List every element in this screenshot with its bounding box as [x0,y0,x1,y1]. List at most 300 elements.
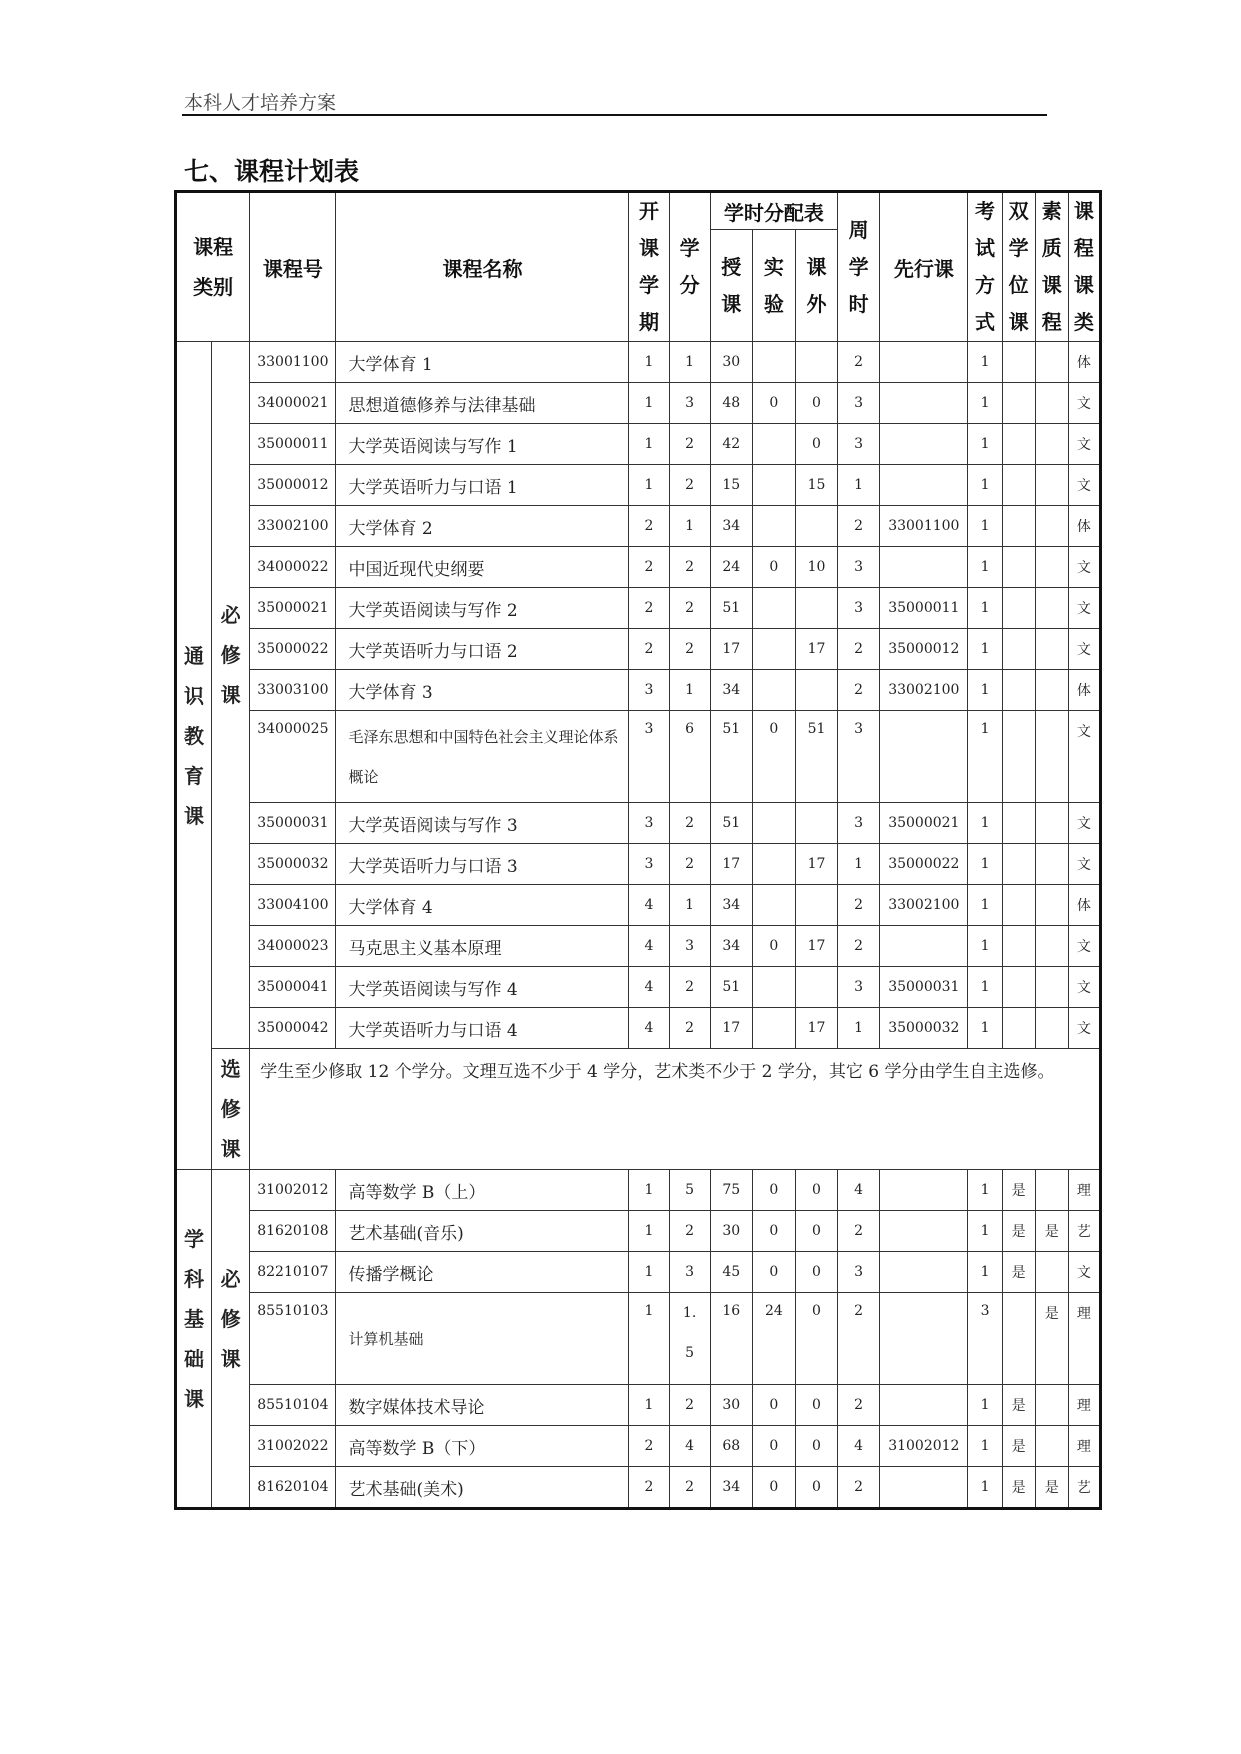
cell-quality [1035,967,1068,1008]
cell-weekly: 2 [838,926,880,967]
cell-code: 81620108 [250,1211,336,1252]
cell-quality [1035,588,1068,629]
cell-lecture: 51 [710,967,752,1008]
cell-lab: 0 [752,1385,795,1426]
cell-weekly: 2 [838,629,880,670]
cell-lab [752,967,795,1008]
cell-code: 34000023 [250,926,336,967]
cell-lecture: 24 [710,547,752,588]
col-header-lecture [710,230,752,342]
cell-lab: 0 [752,711,795,803]
header-row-1 [176,192,1101,230]
cell-prereq [880,547,968,588]
cell-lecture: 30 [710,1211,752,1252]
cell-weekly: 3 [838,711,880,803]
cell-credit: 2 [669,967,710,1008]
cell-sem: 4 [629,967,669,1008]
cell-dual [1002,465,1035,506]
table-row [176,1426,1101,1467]
cell-credit: 2 [669,1211,710,1252]
cell-name: 大学英语阅读与写作 2 [336,588,629,629]
cell-credit: 2 [669,424,710,465]
cell-type: 体 [1068,342,1100,383]
cell-weekly: 3 [838,1252,880,1293]
col-header-lab [752,230,795,342]
cell-lecture: 17 [710,1008,752,1049]
group-label-label: 选修课 [220,1057,241,1161]
cell-quality [1035,1385,1068,1426]
cell-lab [752,424,795,465]
cell-name: 大学英语阅读与写作 4 [336,967,629,1008]
cell-name: 数字媒体技术导论 [336,1385,629,1426]
cell-lecture: 68 [710,1426,752,1467]
table-row [176,506,1101,547]
running-header: 本科人才培养方案 [184,92,337,114]
cell-extra: 0 [795,1252,837,1293]
cell-type: 文 [1068,1252,1100,1293]
cell-sem: 4 [629,926,669,967]
cell-name: 艺术基础(美术) [336,1467,629,1509]
cell-prereq: 35000022 [880,844,968,885]
cell-extra: 15 [795,465,837,506]
cell-name: 毛泽东思想和中国特色社会主义理论体系概论 [336,711,629,803]
cell-credit: 1 [669,670,710,711]
col-header-hours-group: 学时分配表 [710,192,837,230]
cell-credit: 2 [669,465,710,506]
cell-code: 35000031 [250,803,336,844]
cell-credit: 3 [669,383,710,424]
cell-prereq: 33002100 [880,670,968,711]
cell-exam: 1 [968,506,1002,547]
cell-quality [1035,670,1068,711]
cell-weekly: 2 [838,670,880,711]
cell-lab: 0 [752,1170,795,1211]
cell-quality [1035,803,1068,844]
cell-lab [752,588,795,629]
table-row [176,1252,1101,1293]
cell-extra: 0 [795,1293,837,1385]
cell-lab: 0 [752,383,795,424]
cell-exam: 1 [968,670,1002,711]
cell-type: 文 [1068,926,1100,967]
cell-name: 大学体育 1 [336,342,629,383]
cell-exam: 1 [968,1170,1002,1211]
cell-extra: 0 [795,1467,837,1509]
cell-name: 思想道德修养与法律基础 [336,383,629,424]
cell-name: 大学体育 2 [336,506,629,547]
cell-name: 高等数学 B（上） [336,1170,629,1211]
cell-extra: 17 [795,629,837,670]
cell-sem: 1 [629,1385,669,1426]
cell-dual [1002,711,1035,803]
cell-lecture: 34 [710,885,752,926]
cell-credit: 1.5 [669,1293,710,1385]
cell-prereq [880,342,968,383]
cell-prereq [880,465,968,506]
cell-credit: 1 [669,342,710,383]
col-header-dual [1002,192,1035,342]
cell-sem: 1 [629,1293,669,1385]
cell-sem: 1 [629,1211,669,1252]
table-row [176,1385,1101,1426]
cell-quality [1035,926,1068,967]
cell-quality [1035,711,1068,803]
cell-code: 35000032 [250,844,336,885]
cell-weekly: 2 [838,1293,880,1385]
cell-credit: 2 [669,547,710,588]
cell-lab [752,844,795,885]
cell-exam: 1 [968,1008,1002,1049]
cell-lab: 0 [752,926,795,967]
col-header-name: 课程名称 [336,192,629,342]
cell-name: 高等数学 B（下） [336,1426,629,1467]
cell-type: 文 [1068,711,1100,803]
cell-prereq [880,424,968,465]
cell-type: 文 [1068,844,1100,885]
cell-dual [1002,588,1035,629]
col-header-exam-text: 考试方式 [975,199,996,334]
col-header-credits [669,192,710,342]
cell-prereq [880,383,968,424]
cell-lecture: 15 [710,465,752,506]
cell-code: 35000012 [250,465,336,506]
cell-lecture: 30 [710,1385,752,1426]
cell-exam: 1 [968,465,1002,506]
cell-extra [795,342,837,383]
cell-name: 中国近现代史纲要 [336,547,629,588]
cell-exam: 1 [968,844,1002,885]
col-header-type [1068,192,1100,342]
cell-sem: 3 [629,670,669,711]
cell-weekly: 2 [838,506,880,547]
cell-weekly: 2 [838,1467,880,1509]
cell-extra [795,803,837,844]
section-label [176,1170,212,1509]
cell-lab: 24 [752,1293,795,1385]
cell-lab [752,629,795,670]
table-row [176,803,1101,844]
cell-weekly: 3 [838,588,880,629]
cell-weekly: 3 [838,383,880,424]
cell-code: 82210107 [250,1252,336,1293]
cell-prereq [880,1252,968,1293]
cell-dual: 是 [1002,1426,1035,1467]
cell-extra: 0 [795,383,837,424]
cell-lecture: 34 [710,926,752,967]
col-header-prereq: 先行课 [880,192,968,342]
cell-lab [752,506,795,547]
cell-credit: 1 [669,885,710,926]
cell-lecture: 42 [710,424,752,465]
cell-type: 文 [1068,547,1100,588]
cell-prereq [880,1467,968,1509]
cell-exam: 1 [968,547,1002,588]
cell-prereq: 35000011 [880,588,968,629]
cell-sem: 4 [629,1008,669,1049]
cell-name: 大学英语听力与口语 3 [336,844,629,885]
cell-dual: 是 [1002,1211,1035,1252]
table-row [176,967,1101,1008]
cell-credit: 3 [669,1252,710,1293]
col-header-weekly [838,192,880,342]
cell-prereq [880,1170,968,1211]
cell-credit: 2 [669,844,710,885]
cell-code: 35000021 [250,588,336,629]
cell-lecture: 51 [710,588,752,629]
cell-quality [1035,424,1068,465]
cell-prereq: 33002100 [880,885,968,926]
cell-code: 33001100 [250,342,336,383]
cell-quality: 是 [1035,1467,1068,1509]
cell-name: 大学英语阅读与写作 1 [336,424,629,465]
cell-credit: 6 [669,711,710,803]
cell-lab: 0 [752,1426,795,1467]
section-label-label: 通识教育课 [184,643,205,828]
cell-name: 计算机基础 [336,1293,629,1385]
cell-sem: 3 [629,803,669,844]
group-label-label: 必修课 [220,603,241,707]
cell-credit: 1 [669,506,710,547]
cell-name: 大学英语听力与口语 2 [336,629,629,670]
cell-exam: 1 [968,803,1002,844]
cell-lecture: 34 [710,1467,752,1509]
cell-exam: 1 [968,629,1002,670]
cell-weekly: 3 [838,547,880,588]
cell-exam: 1 [968,383,1002,424]
cell-lab [752,885,795,926]
col-header-semester-text: 开课学期 [638,199,659,334]
cell-code: 34000022 [250,547,336,588]
elective-row [176,1049,1101,1170]
col-header-type-text: 课程课类 [1073,199,1094,334]
table-row [176,844,1101,885]
cell-prereq [880,711,968,803]
cell-type: 文 [1068,967,1100,1008]
cell-sem: 1 [629,342,669,383]
cell-extra: 0 [795,424,837,465]
cell-dual: 是 [1002,1252,1035,1293]
table-row [176,342,1101,383]
cell-name: 大学英语听力与口语 1 [336,465,629,506]
cell-credit: 3 [669,926,710,967]
cell-quality [1035,342,1068,383]
cell-extra: 0 [795,1426,837,1467]
cell-lecture: 45 [710,1252,752,1293]
cell-extra [795,506,837,547]
table-row [176,885,1101,926]
table-row [176,926,1101,967]
cell-prereq [880,1211,968,1252]
col-header-extra-text: 课外 [806,254,827,316]
cell-quality [1035,1170,1068,1211]
section-title: 七、课程计划表 [184,157,360,186]
cell-type: 艺 [1068,1467,1100,1509]
cell-prereq [880,1293,968,1385]
cell-sem: 1 [629,383,669,424]
cell-sem: 3 [629,711,669,803]
cell-exam: 1 [968,424,1002,465]
cell-code: 35000041 [250,967,336,1008]
cell-type: 文 [1068,803,1100,844]
cell-dual: 是 [1002,1385,1035,1426]
cell-credit: 2 [669,1385,710,1426]
cell-credit: 2 [669,1008,710,1049]
cell-credit: 2 [669,588,710,629]
cell-name: 传播学概论 [336,1252,629,1293]
cell-code: 35000022 [250,629,336,670]
group-label [212,1170,250,1509]
cell-type: 艺 [1068,1211,1100,1252]
cell-extra: 17 [795,926,837,967]
cell-weekly: 3 [838,967,880,1008]
cell-quality [1035,383,1068,424]
col-header-lecture-text: 授课 [721,254,742,316]
table-row [176,1170,1101,1211]
cell-lecture: 17 [710,844,752,885]
cell-code: 35000011 [250,424,336,465]
cell-lab [752,803,795,844]
cell-credit: 2 [669,629,710,670]
cell-type: 文 [1068,1008,1100,1049]
table-row [176,711,1101,803]
cell-dual [1002,926,1035,967]
cell-quality [1035,1426,1068,1467]
col-header-weekly-text: 周学时 [848,217,869,316]
cell-exam: 1 [968,1211,1002,1252]
cell-lecture: 34 [710,670,752,711]
cell-code: 31002012 [250,1170,336,1211]
table-row [176,383,1101,424]
section-label-label: 学科基础课 [184,1226,205,1411]
table-row [176,1467,1101,1509]
cell-code: 85510103 [250,1293,336,1385]
table-row [176,1211,1101,1252]
cell-weekly: 3 [838,424,880,465]
cell-sem: 1 [629,1170,669,1211]
cell-name: 马克思主义基本原理 [336,926,629,967]
cell-name: 大学英语听力与口语 4 [336,1008,629,1049]
cell-dual [1002,1293,1035,1385]
cell-extra [795,885,837,926]
cell-sem: 4 [629,885,669,926]
cell-lab: 0 [752,1211,795,1252]
col-header-quality-text: 素质课程 [1041,199,1062,334]
cell-name: 大学体育 4 [336,885,629,926]
cell-weekly: 2 [838,1211,880,1252]
cell-type: 理 [1068,1293,1100,1385]
cell-type: 文 [1068,465,1100,506]
cell-dual [1002,342,1035,383]
cell-lecture: 48 [710,383,752,424]
cell-dual: 是 [1002,1467,1035,1509]
cell-type: 体 [1068,670,1100,711]
cell-extra [795,670,837,711]
cell-weekly: 4 [838,1426,880,1467]
cell-lab: 0 [752,1252,795,1293]
cell-lecture: 16 [710,1293,752,1385]
cell-code: 33004100 [250,885,336,926]
cell-credit: 5 [669,1170,710,1211]
cell-quality [1035,465,1068,506]
cell-weekly: 4 [838,1170,880,1211]
header-rule [182,114,1047,116]
cell-prereq: 35000012 [880,629,968,670]
cell-prereq: 35000031 [880,967,968,1008]
table-row [176,1008,1101,1049]
group-label-label: 必修课 [220,1266,241,1371]
cell-code: 81620104 [250,1467,336,1509]
cell-weekly: 1 [838,844,880,885]
cell-dual [1002,670,1035,711]
cell-prereq [880,926,968,967]
cell-lecture: 30 [710,342,752,383]
cell-type: 体 [1068,506,1100,547]
cell-code: 34000025 [250,711,336,803]
cell-quality: 是 [1035,1211,1068,1252]
course-plan-table [174,190,1102,1510]
cell-quality [1035,885,1068,926]
cell-type: 文 [1068,629,1100,670]
cell-lab: 0 [752,547,795,588]
cell-sem: 2 [629,1426,669,1467]
cell-lab [752,342,795,383]
cell-sem: 2 [629,629,669,670]
col-header-quality [1035,192,1068,342]
cell-extra [795,588,837,629]
cell-quality [1035,1252,1068,1293]
cell-dual [1002,629,1035,670]
cell-name: 大学体育 3 [336,670,629,711]
cell-lab [752,670,795,711]
cell-quality [1035,844,1068,885]
cell-exam: 1 [968,588,1002,629]
cell-lecture: 51 [710,803,752,844]
cell-quality [1035,506,1068,547]
cell-dual [1002,383,1035,424]
cell-code: 31002022 [250,1426,336,1467]
cell-sem: 2 [629,547,669,588]
cell-dual [1002,547,1035,588]
col-header-lab-text: 实验 [763,254,784,316]
cell-dual [1002,967,1035,1008]
cell-type: 体 [1068,885,1100,926]
elective-note: 学生至少修取 12 个学分。文理互选不少于 4 学分，艺术类不少于 2 学分，其它 6 学分由学生自主选修。 [250,1049,1101,1170]
cell-prereq: 33001100 [880,506,968,547]
cell-exam: 1 [968,967,1002,1008]
col-header-semester [629,192,669,342]
cell-lecture: 51 [710,711,752,803]
cell-type: 理 [1068,1170,1100,1211]
col-header-credits-text: 学分 [679,236,700,297]
cell-type: 理 [1068,1385,1100,1426]
cell-code: 35000042 [250,1008,336,1049]
cell-lab [752,1008,795,1049]
cell-weekly: 2 [838,342,880,383]
cell-prereq: 35000032 [880,1008,968,1049]
cell-sem: 1 [629,1252,669,1293]
cell-sem: 2 [629,1467,669,1509]
cell-prereq: 35000021 [880,803,968,844]
cell-code: 33003100 [250,670,336,711]
cell-lab [752,465,795,506]
cell-sem: 3 [629,844,669,885]
cell-exam: 1 [968,1385,1002,1426]
table-row [176,588,1101,629]
col-header-exam [968,192,1002,342]
col-header-code: 课程号 [250,192,336,342]
cell-weekly: 1 [838,465,880,506]
cell-dual [1002,885,1035,926]
